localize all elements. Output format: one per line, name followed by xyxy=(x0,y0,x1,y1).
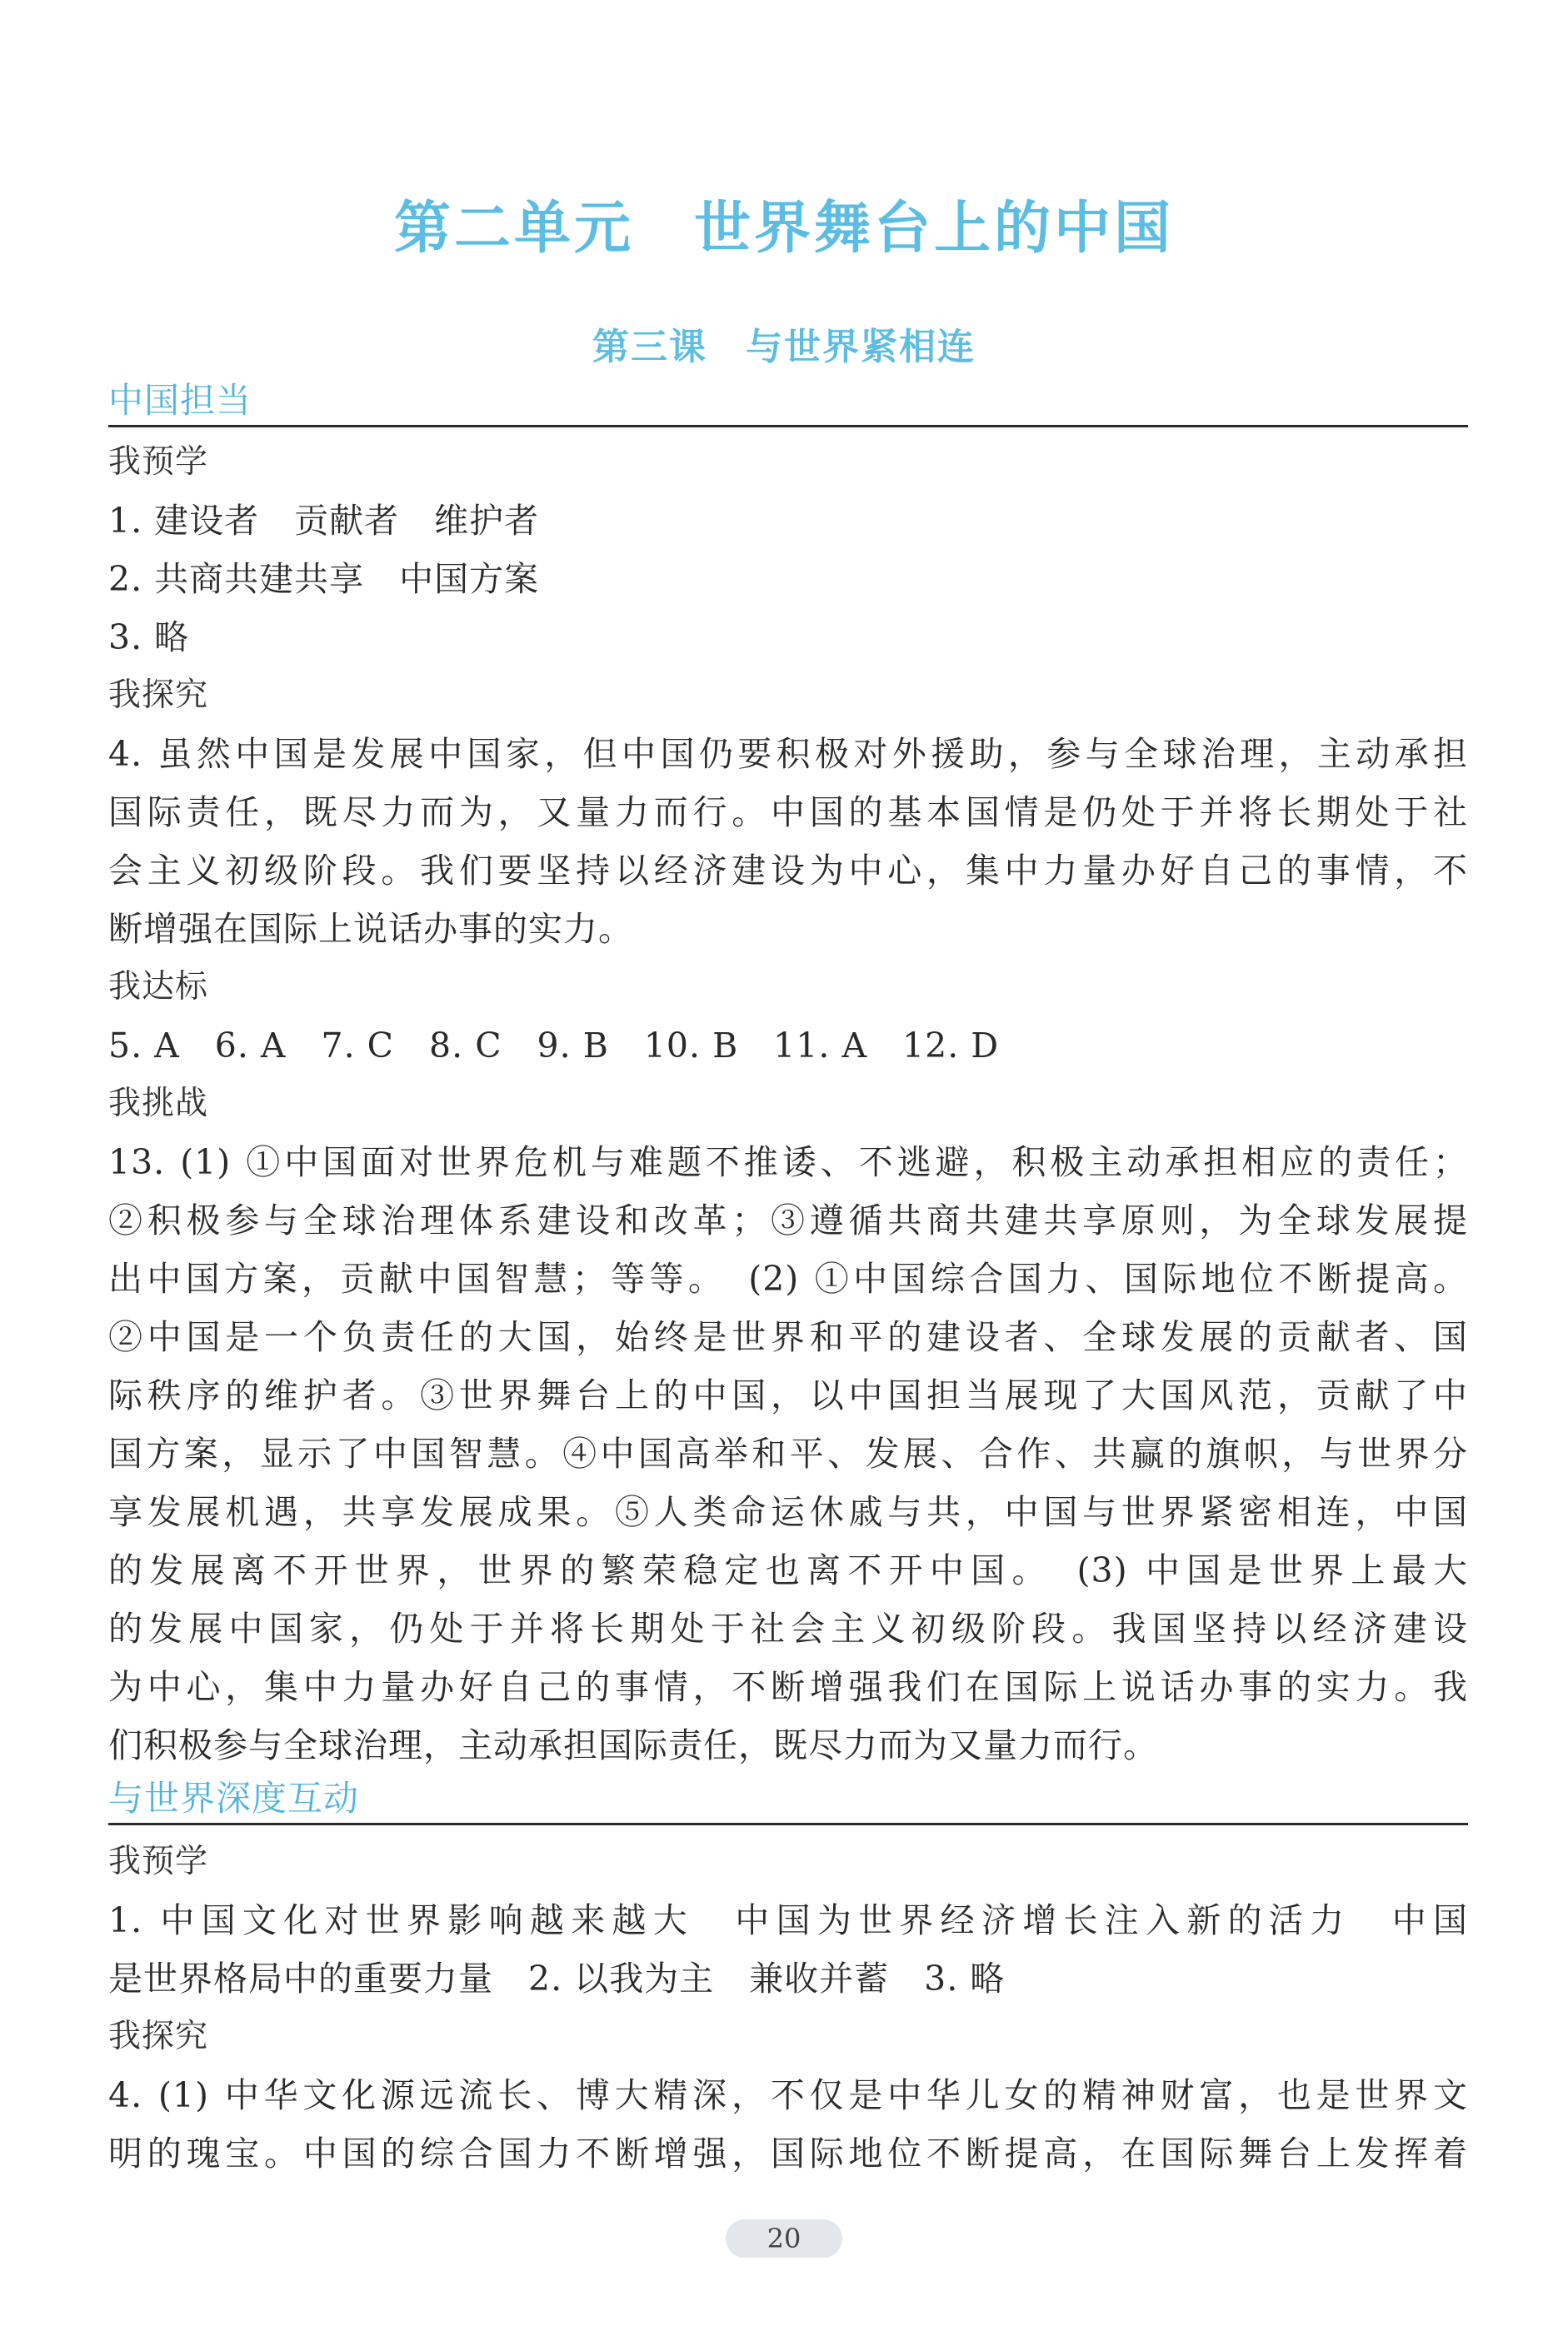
answer-choices: 5. A 6. A 7. C 8. C 9. B 10. B 11. A 12. D xyxy=(108,1026,1000,1066)
section-body-china-responsibility xyxy=(108,433,1468,1774)
subheading-explore: 我探究 xyxy=(108,676,209,714)
answer-line: 明的瑰宝。中国的综合国力不断增强，国际地位不断提高，在国际舞台上发挥着 xyxy=(108,2134,1468,2174)
answer-line: 断增强在国际上说话办事的实力。 xyxy=(108,909,633,949)
answer-line: 的发展中国家，仍处于并将长期处于社会主义初级阶段。我国坚持以经济建设 xyxy=(108,1609,1468,1649)
answer-line: ②中国是一个负责任的大国，始终是世界和平的建设者、全球发展的贡献者、国 xyxy=(108,1317,1468,1357)
answer-line: 2. 共商共建共享 中国方案 xyxy=(108,559,540,599)
answer-line: 际秩序的维护者。③世界舞台上的中国，以中国担当展现了大国风范，贡献了中 xyxy=(108,1375,1468,1415)
answer-line: 是世界格局中的重要力量 2. 以我为主 兼收并蓄 3. 略 xyxy=(108,1959,1006,1999)
answer-line: ②积极参与全球治理体系建设和改革；③遵循共商共建共享原则，为全球发展提 xyxy=(108,1200,1468,1240)
answer-line: 为中心，集中力量办好自己的事情，不断增强我们在国际上说话办事的实力。我 xyxy=(108,1667,1468,1707)
answer-line: 会主义初级阶段。我们要坚持以经济建设为中心，集中力量办好自己的事情，不 xyxy=(108,851,1468,891)
subheading-preview: 我预学 xyxy=(108,1843,209,1880)
unit-title: 第二单元 世界舞台上的中国 xyxy=(393,196,1174,262)
answer-line: 们积极参与全球治理，主动承担国际责任，既尽力而为又量力而行。 xyxy=(108,1725,1158,1765)
answer-line: 1. 建设者 贡献者 维护者 xyxy=(108,501,540,541)
answer-line: 的发展离不开世界，世界的繁荣稳定也离不开中国。 (3) 中国是世界上最大 xyxy=(108,1550,1468,1590)
answer-line: 1. 中国文化对世界影响越来越大 中国为世界经济增长注入新的活力 中国 xyxy=(108,1900,1468,1940)
answer-line: 3. 略 xyxy=(108,617,190,657)
answer-line: 4. (1) 中华文化源远流长、博大精深，不仅是中华儿女的精神财富，也是世界文 xyxy=(108,2075,1468,2115)
page-number: 20 xyxy=(726,2219,842,2258)
section-heading-china-responsibility xyxy=(108,377,1468,427)
answer-line: 出中国方案，贡献中国智慧；等等。 (2) ①中国综合国力、国际地位不断提高。 xyxy=(108,1259,1468,1299)
subheading-standard: 我达标 xyxy=(108,968,209,1006)
answer-line: 国方案，显示了中国智慧。④中国高举和平、发展、合作、共赢的旗帜，与世界分 xyxy=(108,1434,1468,1474)
subheading-challenge: 我挑战 xyxy=(108,1085,209,1122)
section-heading-world-interaction xyxy=(108,1774,1468,1825)
subheading-preview: 我预学 xyxy=(108,443,209,481)
section-heading-text: 与世界深度互动 xyxy=(108,1774,1468,1825)
section-heading-text: 中国担当 xyxy=(108,377,1468,427)
answer-line: 国际责任，既尽力而为，又量力而行。中国的基本国情是仍处于并将长期处于社 xyxy=(108,792,1468,832)
subheading-explore: 我探究 xyxy=(108,2018,209,2055)
answer-line: 13. (1) ①中国面对世界危机与难题不推诿、不逃避，积极主动承担相应的责任； xyxy=(108,1142,1468,1182)
section-body-world-interaction xyxy=(108,1833,1468,2183)
answer-line: 享发展机遇，共享发展成果。⑤人类命运休戚与共，中国与世界紧密相连，中国 xyxy=(108,1492,1468,1532)
lesson-title: 第三课 与世界紧相连 xyxy=(592,326,976,368)
answer-line: 4. 虽然中国是发展中国家，但中国仍要积极对外援助，参与全球治理，主动承担 xyxy=(108,734,1468,774)
